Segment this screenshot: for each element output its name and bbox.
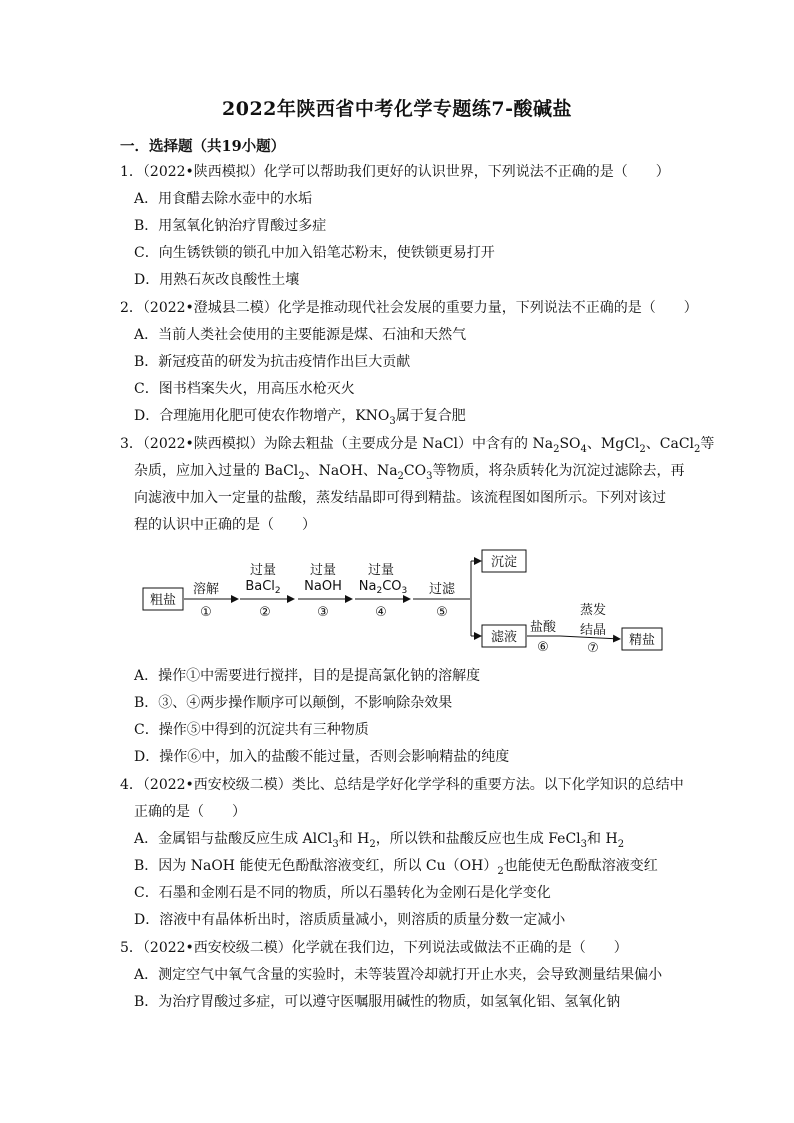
step6-number: ⑥: [537, 640, 549, 655]
q3-option-d: D．操作⑥中，加入的盐酸不能过量，否则会影响精盐的纯度: [134, 749, 510, 765]
q3-option-b: B．③、④两步操作顺序可以颠倒，不影响除杂效果: [134, 695, 453, 711]
flow-filtrate-label: 滤液: [490, 630, 518, 645]
step5-label: 过滤: [428, 582, 456, 597]
box-filtrate: [482, 625, 526, 647]
section-heading: 一．选择题（共19小题）: [120, 138, 286, 155]
q4-stem-line1: 4．（2022•西安校级二模）类比、总结是学好化学学科的重要方法。以下化学知识的总结中: [120, 777, 684, 793]
q4-stem-line2: 正确的是（ ）: [134, 804, 246, 820]
flow-precipitate-label: 沉淀: [490, 555, 518, 570]
q1-option-b: B．用氢氧化钠治疗胃酸过多症: [134, 218, 327, 234]
box-refined-salt: [622, 628, 662, 650]
q3-option-a: A．操作①中需要进行搅拌，目的是提高氯化钠的溶解度: [134, 668, 481, 684]
step7-label-line1: 蒸发: [579, 603, 607, 618]
q2-option-b: B．新冠疫苗的研发为抗击疫情作出巨大贡献: [134, 354, 411, 370]
step6-label: 盐酸: [529, 620, 557, 635]
step7-number: ⑦: [587, 641, 599, 656]
q3-option-c: C．操作⑤中得到的沉淀共有三种物质: [134, 722, 369, 738]
step4-reagent: $Na_2CO_3$: [358, 579, 408, 596]
q1-option-a: A．用食醋去除水壶中的水垢: [134, 191, 313, 207]
q3-stem-line4: 程的认识中正确的是（ ）: [134, 517, 316, 533]
q3-stem-line1: 3．（2022•陕西模拟）为除去粗盐（主要成分是 NaCl）中含有的 $Na_2SO_4$、MgCl$_2$、CaCl$_2$等: [120, 436, 715, 455]
step4-number: ④: [375, 605, 387, 620]
q1-option-c: C．向生锈铁锁的锁孔中加入铅笔芯粉末，使铁锁更易打开: [134, 245, 495, 261]
box-precipitate: [482, 550, 526, 572]
q5-stem: 5．（2022•西安校级二模）化学就在我们边，下列说法或做法不正确的是（ ）: [120, 940, 628, 956]
step2-reagent: BaCl$_2$: [245, 579, 281, 596]
q5-option-b: B．为治疗胃酸过多症，可以遵守医嘱服用碱性的物质，如氢氧化铝、氢氧化钠: [134, 994, 621, 1010]
q1-stem: 1．（2022•陕西模拟）化学可以帮助我们更好的认识世界，下列说法不正确的是（ ）: [120, 164, 670, 180]
step3-reagent: NaOH: [304, 579, 342, 594]
q2-option-d: D．合理施用化肥可使农作物增产，$KNO_3$属于复合肥: [134, 408, 466, 427]
q2-option-c: C．图书档案失火，用高压水枪灭火: [134, 381, 355, 397]
step5-number: ⑤: [436, 605, 448, 620]
q4-option-a: A．金属铝与盐酸反应生成 AlCl$_3$和 $H_2$，所以铁和盐酸反应也生成 FeCl$_3$和 $H_2$: [134, 831, 625, 850]
document-title: 2022年陕西省中考化学专题练7-酸碱盐: [222, 98, 572, 120]
step3-label: 过量: [309, 563, 337, 578]
step1-label: 溶解: [192, 582, 220, 597]
q5-option-a: A．测定空气中氧气含量的实验时，未等装置冷却就打开止水夹，会导致测量结果偏小: [134, 967, 663, 983]
flow-start-label: 粗盐: [149, 593, 177, 608]
step4-label: 过量: [367, 563, 395, 578]
q3-stem-line2: 杂质，应加入过量的 BaCl$_2$、NaOH、$Na_2CO_3$等物质，将杂质转化为沉淀过滤除去，再: [134, 463, 685, 482]
step2-label: 过量: [249, 563, 277, 578]
step2-number: ②: [259, 605, 271, 620]
step3-number: ③: [317, 605, 329, 620]
step1-number: ①: [200, 605, 212, 620]
q4-option-c: C．石墨和金刚石是不同的物质，所以石墨转化为金刚石是化学变化: [134, 885, 551, 901]
q3-stem-line3: 向滤液中加入一定量的盐酸，蒸发结晶即可得到精盐。该流程图如图所示。下列对该过: [134, 490, 666, 506]
q2-stem: 2．（2022•澄城县二模）化学是推动现代社会发展的重要力量，下列说法不正确的是（ ）: [120, 300, 698, 316]
box-crude-salt: [143, 588, 183, 610]
flow-end-label: 精盐: [628, 633, 656, 648]
q1-option-d: D．用熟石灰改良酸性土壤: [134, 272, 300, 288]
q2-option-a: A．当前人类社会使用的主要能源是煤、石油和天然气: [134, 327, 467, 343]
step7-label-line2: 结晶: [579, 623, 607, 638]
q4-option-b: B．因为 NaOH 能使无色酚酞溶液变红，所以 $Cu(OH)_2$也能使无色酚酞溶液变红: [134, 858, 658, 877]
q4-option-d: D．溶液中有晶体析出时，溶质质量减小，则溶质的质量分数一定减小: [134, 912, 566, 928]
